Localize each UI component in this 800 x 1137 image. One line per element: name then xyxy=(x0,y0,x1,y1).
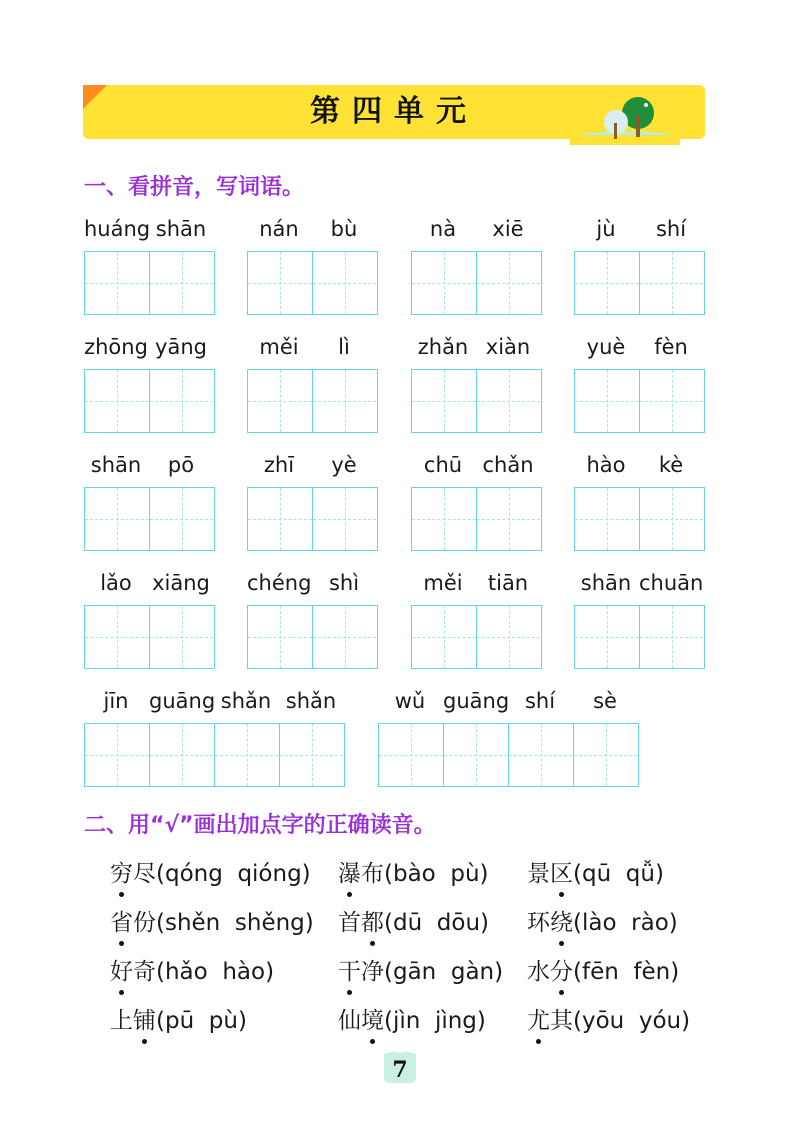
pinyin-syllable: chǎn xyxy=(482,453,534,477)
pinyin-syllable: guāng xyxy=(149,689,216,713)
writing-cell[interactable] xyxy=(443,724,507,786)
dotted-character: 穷 xyxy=(110,855,133,888)
writing-cell[interactable] xyxy=(476,488,540,550)
page-number-badge xyxy=(380,1050,420,1084)
writing-cell[interactable] xyxy=(476,252,540,314)
word-character: 水 xyxy=(527,959,550,985)
banner-fold-corner xyxy=(83,85,107,109)
dotted-character: 区 xyxy=(550,855,573,888)
section1-title: 一、看拼音，写词语。 xyxy=(84,175,305,200)
dotted-character: 绕 xyxy=(550,904,573,937)
pinyin-syllable: chū xyxy=(423,453,463,477)
word-character: 首 xyxy=(338,910,361,936)
pinyin-syllable: fèn xyxy=(654,335,688,359)
reading-options[interactable]: (fēn fèn) xyxy=(573,959,680,985)
reading-item xyxy=(110,904,314,937)
writing-grid[interactable] xyxy=(84,251,215,315)
pinyin-syllable: yè xyxy=(331,453,357,477)
pinyin-syllable: tiān xyxy=(487,571,529,595)
page-number: 7 xyxy=(392,1057,408,1083)
writing-cell[interactable] xyxy=(248,488,312,550)
pinyin-syllable: shǎn xyxy=(220,689,272,713)
pinyin-syllable: shān xyxy=(155,217,207,241)
writing-grid[interactable] xyxy=(574,605,705,669)
writing-cell[interactable] xyxy=(85,488,149,550)
writing-grid[interactable] xyxy=(247,487,378,551)
writing-cell[interactable] xyxy=(149,606,213,668)
reading-options[interactable]: (bào pù) xyxy=(384,861,489,887)
writing-cell[interactable] xyxy=(412,370,476,432)
writing-grid[interactable] xyxy=(574,251,705,315)
writing-cell[interactable] xyxy=(476,370,540,432)
writing-cell[interactable] xyxy=(149,370,213,432)
reading-options[interactable]: (gān gàn) xyxy=(384,959,504,985)
pinyin-syllable: shì xyxy=(328,571,360,595)
pinyin-syllable: lì xyxy=(338,335,350,359)
banner-title: 第四单元 xyxy=(310,94,478,129)
reading-item xyxy=(338,1002,486,1035)
reading-options[interactable]: (qóng qióng) xyxy=(156,861,311,887)
pinyin-syllable: chéng xyxy=(247,571,312,595)
writing-cell[interactable] xyxy=(575,606,639,668)
pinyin-syllable: jù xyxy=(596,217,616,241)
pinyin-syllable: nà xyxy=(429,217,457,241)
writing-cell[interactable] xyxy=(312,370,376,432)
pinyin-syllable: shān xyxy=(90,453,142,477)
writing-grid[interactable] xyxy=(411,251,542,315)
dotted-character: 尤 xyxy=(527,1002,550,1035)
writing-cell[interactable] xyxy=(248,606,312,668)
writing-cell[interactable] xyxy=(214,724,278,786)
reading-item xyxy=(110,1002,247,1035)
writing-grid[interactable] xyxy=(84,605,215,669)
writing-cell[interactable] xyxy=(639,370,703,432)
reading-item xyxy=(338,855,489,888)
pinyin-syllable: nán xyxy=(259,217,299,241)
dotted-character: 瀑 xyxy=(338,855,361,888)
writing-cell[interactable] xyxy=(149,488,213,550)
dotted-character: 境 xyxy=(361,1002,384,1035)
writing-grid[interactable] xyxy=(247,605,378,669)
writing-cell[interactable] xyxy=(312,606,376,668)
word-character: 仙 xyxy=(338,1008,361,1034)
writing-cell[interactable] xyxy=(639,488,703,550)
writing-cell[interactable] xyxy=(573,724,637,786)
pinyin-syllable: xiē xyxy=(492,217,524,241)
writing-cell[interactable] xyxy=(639,606,703,668)
pinyin-syllable: hào xyxy=(586,453,626,477)
pinyin-syllable: xiāng xyxy=(152,571,210,595)
word-character: 上 xyxy=(110,1008,133,1034)
reading-item xyxy=(338,953,503,986)
reading-options[interactable]: (dū dōu) xyxy=(384,910,489,936)
writing-cell[interactable] xyxy=(412,252,476,314)
pinyin-syllable: shí xyxy=(655,217,687,241)
reading-item xyxy=(338,904,489,937)
reading-options[interactable]: (qū qǚ) xyxy=(573,861,664,887)
reading-item xyxy=(527,953,679,986)
pinyin-syllable: pō xyxy=(167,453,195,477)
pinyin-syllable: měi xyxy=(259,335,299,359)
writing-grid[interactable] xyxy=(247,251,378,315)
pinyin-syllable: guāng xyxy=(443,689,510,713)
writing-cell[interactable] xyxy=(85,606,149,668)
pinyin-syllable: huáng xyxy=(84,217,151,241)
writing-cell[interactable] xyxy=(149,724,213,786)
reading-options[interactable]: (jìn jìng) xyxy=(384,1008,486,1034)
writing-grid[interactable] xyxy=(247,369,378,433)
writing-grid[interactable] xyxy=(378,723,639,787)
writing-cell[interactable] xyxy=(508,724,572,786)
pinyin-syllable: yuè xyxy=(586,335,626,359)
writing-grid[interactable] xyxy=(84,369,215,433)
writing-grid[interactable] xyxy=(411,487,542,551)
writing-grid[interactable] xyxy=(574,369,705,433)
writing-cell[interactable] xyxy=(412,606,476,668)
dotted-character: 干 xyxy=(338,953,361,986)
word-character: 其 xyxy=(550,1008,573,1034)
reading-options[interactable]: (yōu yóu) xyxy=(573,1008,691,1034)
pinyin-syllable: kè xyxy=(658,453,684,477)
word-character: 尽 xyxy=(133,861,156,887)
tree-illustration xyxy=(570,95,680,145)
dotted-character: 省 xyxy=(110,904,133,937)
writing-grid[interactable] xyxy=(84,487,215,551)
word-character: 净 xyxy=(361,959,384,985)
writing-cell[interactable] xyxy=(312,252,376,314)
writing-cell[interactable] xyxy=(149,252,213,314)
reading-options[interactable]: (hǎo hào) xyxy=(156,959,275,985)
pinyin-syllable: jīn xyxy=(103,689,129,713)
pinyin-syllable: zhī xyxy=(263,453,295,477)
word-character: 景 xyxy=(527,861,550,887)
pinyin-syllable: chuān xyxy=(639,571,704,595)
writing-cell[interactable] xyxy=(575,370,639,432)
writing-cell[interactable] xyxy=(248,370,312,432)
pinyin-syllable: shān xyxy=(580,571,632,595)
reading-options[interactable]: (lào rào) xyxy=(573,910,678,936)
word-character: 布 xyxy=(361,861,384,887)
section2-title: 二、用“√”画出加点字的正确读音。 xyxy=(84,813,436,838)
dotted-character: 都 xyxy=(361,904,384,937)
pinyin-syllable: wǔ xyxy=(394,689,426,713)
reading-item xyxy=(527,904,678,937)
pinyin-syllable: sè xyxy=(593,689,617,713)
writing-cell[interactable] xyxy=(476,606,540,668)
writing-cell[interactable] xyxy=(312,488,376,550)
pinyin-syllable: lǎo xyxy=(100,571,132,595)
writing-cell[interactable] xyxy=(85,724,149,786)
pinyin-syllable: shí xyxy=(524,689,556,713)
writing-grid[interactable] xyxy=(574,487,705,551)
pinyin-syllable: bù xyxy=(330,217,358,241)
writing-cell[interactable] xyxy=(639,252,703,314)
dotted-character: 分 xyxy=(550,953,573,986)
pinyin-syllable: xiàn xyxy=(485,335,531,359)
reading-options[interactable]: (shěn shěng) xyxy=(156,910,314,936)
pinyin-syllable: zhǎn xyxy=(417,335,469,359)
pinyin-syllable: yāng xyxy=(155,335,207,359)
pinyin-syllable: měi xyxy=(423,571,463,595)
writing-cell[interactable] xyxy=(279,724,343,786)
writing-grid[interactable] xyxy=(84,723,345,787)
word-character: 奇 xyxy=(133,959,156,985)
writing-cell[interactable] xyxy=(379,724,443,786)
writing-cell[interactable] xyxy=(85,370,149,432)
dotted-character: 铺 xyxy=(133,1002,156,1035)
pinyin-syllable: zhōng xyxy=(84,335,148,359)
pinyin-syllable: shǎn xyxy=(285,689,337,713)
reading-options[interactable]: (pū pù) xyxy=(156,1008,247,1034)
reading-item xyxy=(110,953,274,986)
writing-grid[interactable] xyxy=(411,369,542,433)
writing-cell[interactable] xyxy=(248,252,312,314)
writing-cell[interactable] xyxy=(85,252,149,314)
writing-cell[interactable] xyxy=(412,488,476,550)
reading-item xyxy=(527,855,664,888)
word-character: 环 xyxy=(527,910,550,936)
reading-item xyxy=(527,1002,690,1035)
reading-item xyxy=(110,855,311,888)
writing-cell[interactable] xyxy=(575,252,639,314)
writing-grid[interactable] xyxy=(411,605,542,669)
word-character: 份 xyxy=(133,910,156,936)
writing-cell[interactable] xyxy=(575,488,639,550)
dotted-character: 好 xyxy=(110,953,133,986)
